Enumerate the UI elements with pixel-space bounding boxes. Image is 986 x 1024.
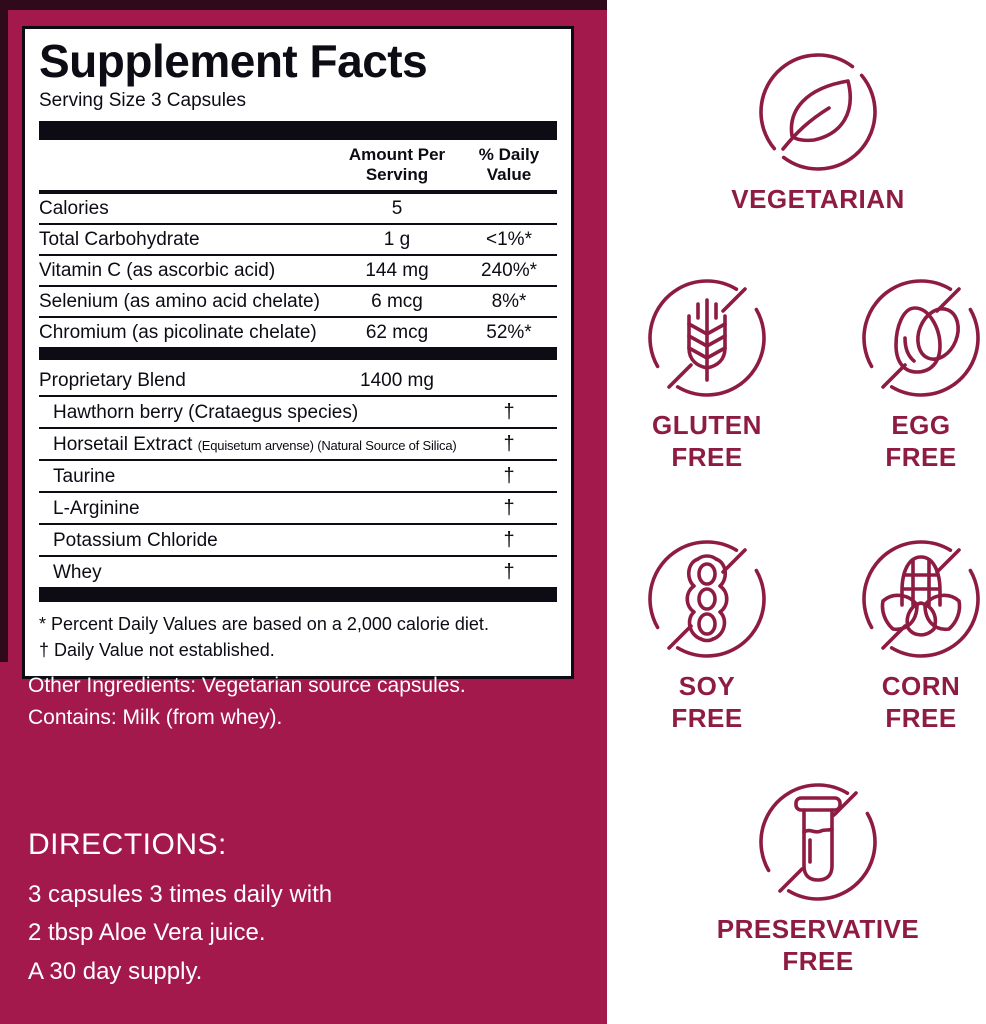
blend-ingredient-row <box>39 429 557 461</box>
badge-label: PRESERVATIVE FREE <box>716 914 920 976</box>
badge-label: EGG FREE <box>885 410 957 472</box>
blend-ingredient-row <box>39 557 557 587</box>
nutrient-name: Calories <box>39 198 109 220</box>
ingredient-name: Hawthorn berry (Crataegus species) <box>53 402 359 424</box>
nutrient-dv: 8%* <box>491 291 527 313</box>
directions-heading: DIRECTIONS: <box>28 828 227 861</box>
ingredient-dv: † <box>503 561 515 584</box>
separator-bar-thick <box>39 587 557 602</box>
footnote-daily-values: * Percent Daily Values are based on a 2,000 calorie diet. <box>39 614 489 635</box>
nutrient-amount: 6 mcg <box>371 291 423 313</box>
test-tube-icon <box>756 780 880 904</box>
directions-line: 2 tbsp Aloe Vera juice. <box>28 919 266 947</box>
nutrient-dv: 52%* <box>486 322 532 344</box>
table-row <box>39 287 557 318</box>
nutrient-name: Vitamin C (as ascorbic acid) <box>39 260 276 282</box>
blend-amount: 1400 mg <box>360 370 434 392</box>
header-daily-value: % Daily Value <box>478 145 540 184</box>
directions-text <box>28 876 332 991</box>
badge-gluten-free <box>587 276 827 473</box>
other-ingredients-line: Other Ingredients: Vegetarian source capsules. <box>28 674 466 697</box>
label-top-edge <box>0 0 607 10</box>
ingredient-name: Whey <box>53 562 102 584</box>
blend-name: Proprietary Blend <box>39 370 186 392</box>
nutrient-name: Total Carbohydrate <box>39 229 200 251</box>
blend-ingredient-row <box>39 461 557 493</box>
table-header-row <box>39 140 557 190</box>
contains-line: Contains: Milk (from whey). <box>28 705 283 729</box>
ingredient-name: Taurine <box>53 466 116 488</box>
table-row <box>39 225 557 256</box>
nutrient-amount: 144 mg <box>365 260 429 282</box>
egg-icon <box>859 276 983 400</box>
ingredient-name: Horsetail Extract (Equisetum arvense) (Natural Source of Silica) <box>53 434 457 456</box>
nutrient-name: Chromium (as picolinate chelate) <box>39 322 317 344</box>
nutrient-name: Selenium (as amino acid chelate) <box>39 291 320 313</box>
directions-line: 3 capsules 3 times daily with <box>28 881 333 908</box>
badge-column <box>607 0 986 1024</box>
corn-icon <box>859 537 983 661</box>
badge-label: VEGETARIAN <box>731 184 905 214</box>
badge-soy-free <box>587 537 827 734</box>
badge-label: SOY FREE <box>671 671 743 733</box>
table-row <box>39 256 557 287</box>
blend-ingredient-row <box>39 493 557 525</box>
badge-label: GLUTEN FREE <box>652 410 762 472</box>
ingredient-dv: † <box>503 529 515 552</box>
ingredient-dv: † <box>503 433 515 456</box>
ingredient-dv: † <box>503 465 515 488</box>
serving-size: Serving Size 3 Capsules <box>39 90 246 112</box>
separator-bar-thick <box>39 121 557 140</box>
nutrient-amount: 5 <box>391 198 403 220</box>
badge-label: CORN FREE <box>881 671 961 733</box>
nutrient-dv: <1%* <box>486 229 532 251</box>
panel-title: Supplement Facts <box>39 35 428 87</box>
blend-ingredient-row <box>39 397 557 429</box>
footnote-dagger: † Daily Value not established. <box>39 640 275 661</box>
table-row <box>39 318 557 347</box>
leaf-icon <box>756 50 880 174</box>
nutrient-dv: 240%* <box>481 260 537 282</box>
badge-preservative-free <box>698 780 938 977</box>
table-row <box>39 194 557 225</box>
badge-egg-free <box>801 276 986 473</box>
ingredient-dv: † <box>503 401 515 424</box>
header-amount-per-serving: Amount Per Serving <box>348 145 446 184</box>
directions-line: A 30 day supply. <box>28 957 203 985</box>
ingredient-dv: † <box>503 497 515 520</box>
other-ingredients <box>28 670 466 734</box>
soybean-icon <box>645 537 769 661</box>
nutrient-amount: 62 mcg <box>365 322 429 344</box>
separator-bar-thick <box>39 347 557 360</box>
nutrient-amount: 1 g <box>383 229 411 251</box>
wheat-icon <box>645 276 769 400</box>
blend-ingredient-row <box>39 525 557 557</box>
header-spacer <box>39 140 333 190</box>
supplement-facts-panel <box>22 26 574 679</box>
ingredient-name: Potassium Chloride <box>53 530 218 552</box>
proprietary-blend-row <box>39 366 557 397</box>
badge-vegetarian <box>698 50 938 216</box>
ingredient-name: L-Arginine <box>53 498 140 520</box>
footnotes <box>39 611 557 663</box>
badge-corn-free <box>801 537 986 734</box>
label-left-edge <box>0 0 8 662</box>
